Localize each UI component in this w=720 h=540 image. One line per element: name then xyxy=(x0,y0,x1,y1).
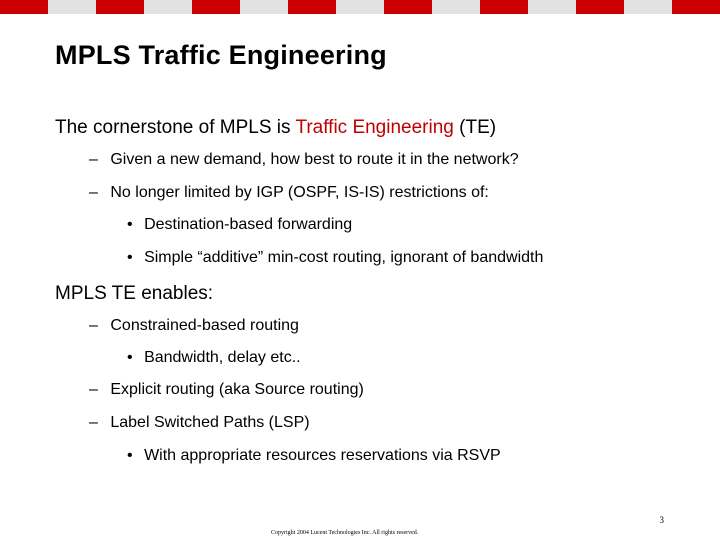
bullet-cornerstone xyxy=(55,117,496,139)
bullet-text: Destination-based forwarding xyxy=(144,216,353,233)
bar-block-gray xyxy=(624,0,672,14)
copyright-notice: Copyright 2004 Lucent Technologies Inc. All rights reserved. xyxy=(271,530,419,536)
bullet-text: (TE) xyxy=(453,117,497,138)
bullet-text: Bandwidth, delay etc.. xyxy=(144,349,301,366)
top-decorative-bar xyxy=(0,0,720,14)
sub-sub-bullet xyxy=(127,216,352,234)
dash-marker: – xyxy=(89,317,98,334)
bar-block-gray xyxy=(144,0,192,14)
bar-block-red xyxy=(384,0,432,14)
dot-marker: • xyxy=(127,447,133,464)
bar-block-red xyxy=(576,0,624,14)
bar-block-red xyxy=(96,0,144,14)
bar-block-red xyxy=(480,0,528,14)
bullet-text: Given a new demand, how best to route it in the network? xyxy=(110,151,519,168)
bar-block-red xyxy=(288,0,336,14)
dot-marker: • xyxy=(127,249,133,266)
bar-block-gray xyxy=(240,0,288,14)
bullet-text: MPLS TE enables: xyxy=(55,283,214,304)
sub-sub-bullet xyxy=(127,447,501,465)
sub-bullet xyxy=(89,151,519,169)
bullet-text: Label Switched Paths (LSP) xyxy=(110,414,310,431)
sub-bullet xyxy=(89,381,364,399)
bullet-text: Simple “additive” min-cost routing, ignorant of bandwidth xyxy=(144,249,544,266)
bullet-text: Constrained-based routing xyxy=(110,317,299,334)
dash-marker: – xyxy=(89,381,98,398)
dot-marker: • xyxy=(127,216,133,233)
bullet-text: With appropriate resources reservations via RSVP xyxy=(144,447,501,464)
bar-block-gray xyxy=(336,0,384,14)
dash-marker: – xyxy=(89,184,98,201)
bar-block-gray xyxy=(48,0,96,14)
sub-sub-bullet xyxy=(127,249,543,267)
sub-bullet xyxy=(89,184,489,202)
bullet-text: Explicit routing (aka Source routing) xyxy=(110,381,364,398)
dash-marker: – xyxy=(89,414,98,431)
bar-block-red xyxy=(192,0,240,14)
bullet-text: No longer limited by IGP (OSPF, IS-IS) restrictions of: xyxy=(110,184,489,201)
highlight-text: Traffic Engineering xyxy=(295,117,454,138)
bar-block-red xyxy=(0,0,48,14)
sub-bullet xyxy=(89,414,310,432)
sub-bullet xyxy=(89,317,299,335)
bullet-te-enables xyxy=(55,283,213,305)
sub-sub-bullet xyxy=(127,349,301,367)
dot-marker: • xyxy=(127,349,133,366)
bar-block-gray xyxy=(432,0,480,14)
slide-title: MPLS Traffic Engineering xyxy=(55,40,387,70)
bar-block-gray xyxy=(528,0,576,14)
dash-marker: – xyxy=(89,151,98,168)
bullet-text: The cornerstone of MPLS is xyxy=(55,117,296,138)
page-number: 3 xyxy=(659,515,664,525)
bar-block-red xyxy=(672,0,720,14)
